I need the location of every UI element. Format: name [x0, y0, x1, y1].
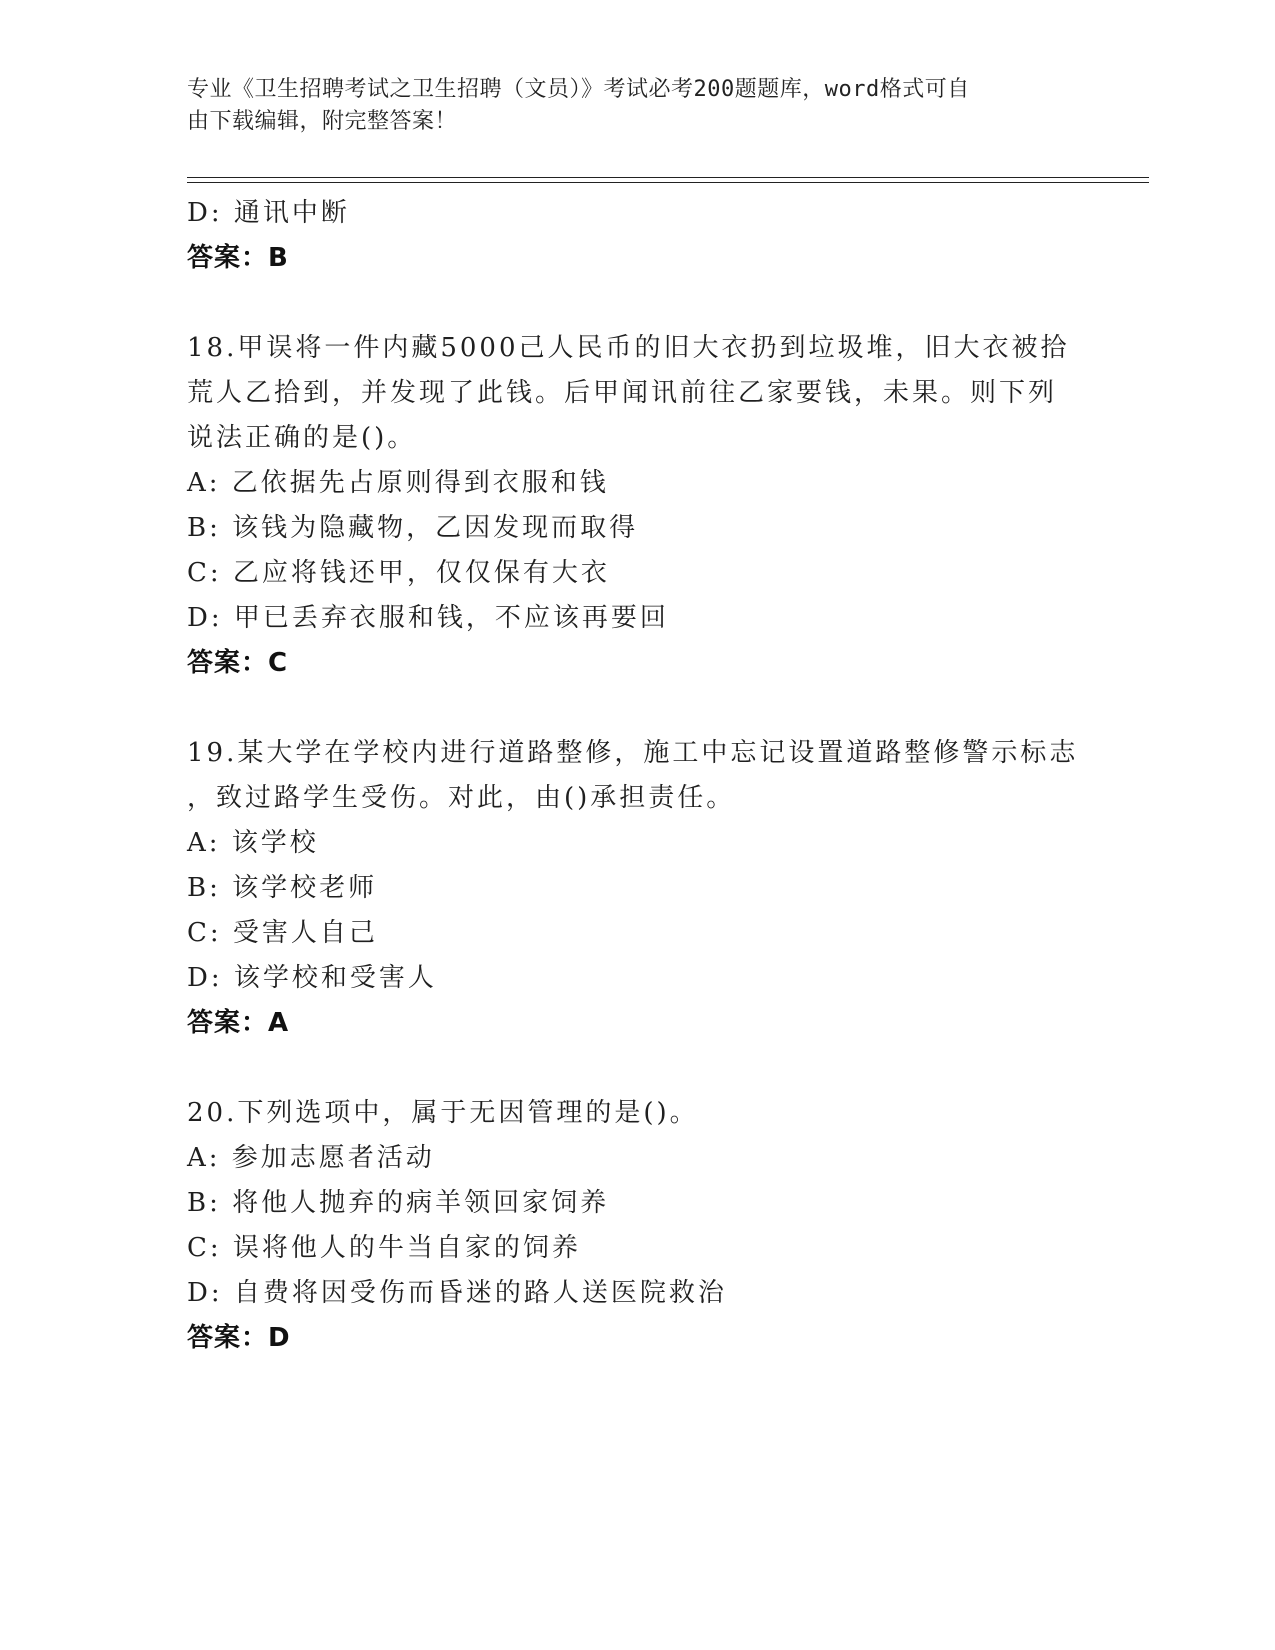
- option-c: C: 受害人自己: [187, 918, 378, 948]
- question-text: [187, 731, 1087, 821]
- previous-question-tail: [187, 191, 1087, 281]
- option-a: A: 该学校: [187, 828, 319, 858]
- option-d: D: 自费将因受伤而昏迷的路人送医院救治: [187, 1278, 727, 1308]
- option-d: D: 通讯中断: [187, 198, 350, 228]
- question-text: [187, 326, 1087, 461]
- option-c: C: 乙应将钱还甲，仅仅保有大衣: [187, 558, 610, 588]
- option-b: B: 将他人抛弃的病羊领回家饲养: [187, 1188, 610, 1218]
- option-a: A: 参加志愿者活动: [187, 1143, 435, 1173]
- question-20: [187, 1091, 1087, 1361]
- answer-line: 答案：C: [187, 648, 289, 678]
- option-d: D: 甲已丢弃衣服和钱，不应该再要回: [187, 603, 669, 633]
- option-b: B: 该钱为隐藏物，乙因发现而取得: [187, 513, 639, 543]
- header-divider-top: [187, 177, 1149, 178]
- question-content: [187, 191, 1087, 1361]
- spacer: [187, 1046, 1087, 1091]
- question-18: [187, 326, 1087, 686]
- option-d: D: 该学校和受害人: [187, 963, 437, 993]
- header-divider-bottom: [187, 182, 1149, 183]
- answer-line: 答案：A: [187, 1008, 290, 1038]
- spacer: [187, 686, 1087, 731]
- header-line-1: 专业《卫生招聘考试之卫生招聘（文员）》考试必考200题题库，word格式可自: [187, 77, 970, 102]
- answer-line: 答案：D: [187, 1323, 291, 1353]
- question-text-line: 说法正确的是()。: [187, 423, 417, 453]
- question-text-line: 18.甲误将一件内藏5000己人民币的旧大衣扔到垃圾堆，旧大衣被拾: [187, 333, 1070, 363]
- option-b: B: 该学校老师: [187, 873, 378, 903]
- question-text-line: 19.某大学在学校内进行道路整修，施工中忘记设置道路整修警示标志: [187, 738, 1079, 768]
- question-19: [187, 731, 1087, 1046]
- document-page: [187, 0, 1147, 1650]
- question-text-line: 20.下列选项中，属于无因管理的是()。: [187, 1098, 699, 1128]
- question-text-line: 荒人乙拾到，并发现了此钱。后甲闻讯前往乙家要钱，未果。则下列: [187, 378, 1058, 408]
- question-text-line: ，致过路学生受伤。对此，由()承担责任。: [187, 783, 736, 813]
- spacer: [187, 281, 1087, 326]
- header-line-2: 由下载编辑，附完整答案！: [187, 109, 458, 134]
- answer-line: 答案：B: [187, 243, 289, 273]
- option-c: C: 误将他人的牛当自家的饲养: [187, 1233, 581, 1263]
- option-a: A: 乙依据先占原则得到衣服和钱: [187, 468, 609, 498]
- document-header: [187, 74, 1067, 138]
- question-text: [187, 1091, 1087, 1136]
